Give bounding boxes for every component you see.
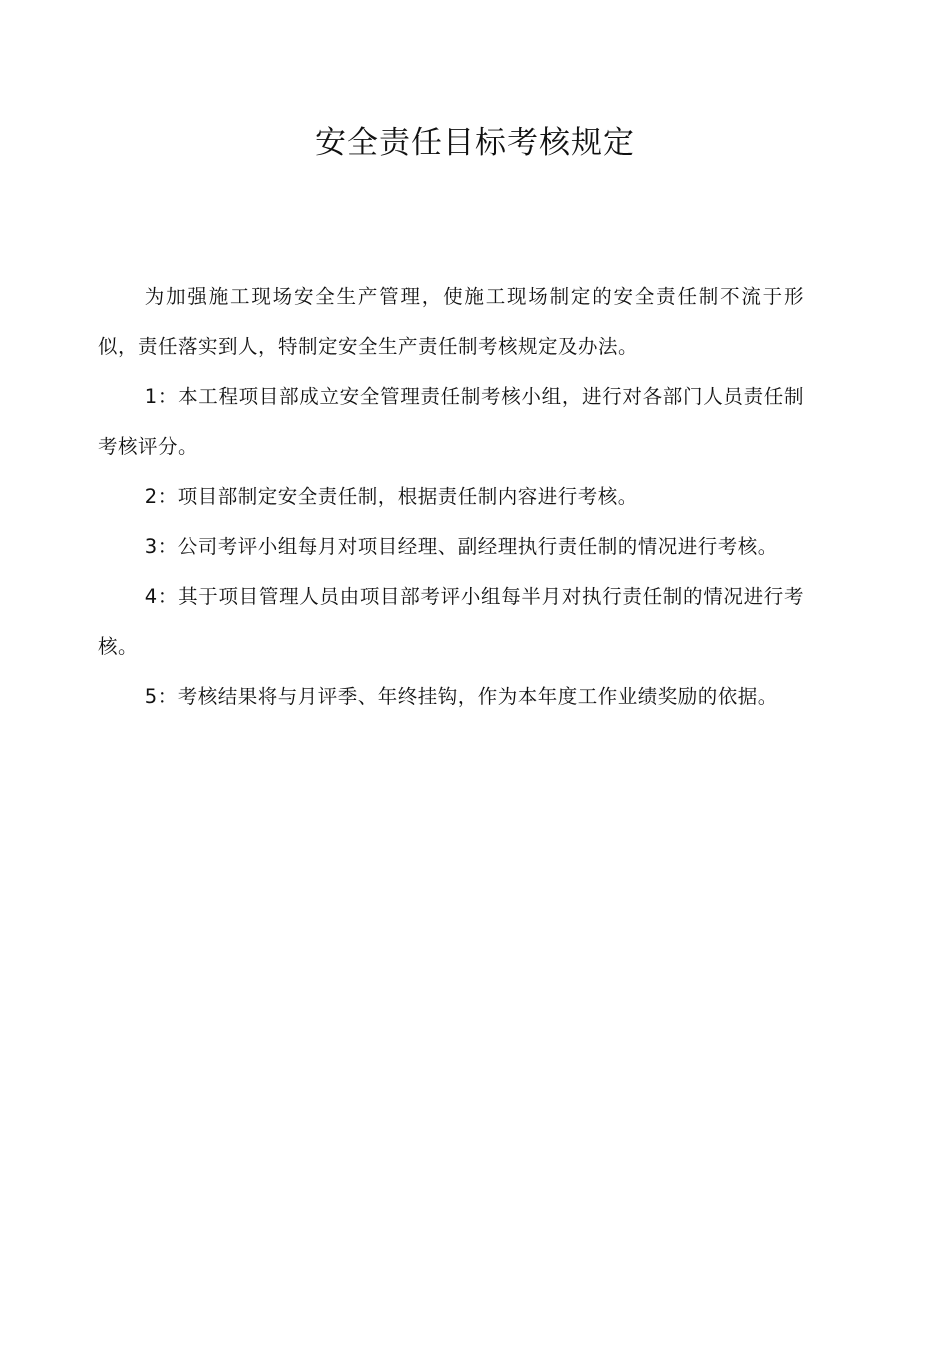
document-title: 安全责任目标考核规定 [315, 125, 635, 161]
clause-3: 3：公司考评小组每月对项目经理、副经理执行责任制的情况进行考核。 [144, 535, 778, 558]
clause-5: 5：考核结果将与月评季、年终挂钩，作为本年度工作业绩奖励的依据。 [144, 685, 778, 708]
clause-2: 2：项目部制定安全责任制，根据责任制内容进行考核。 [144, 485, 638, 508]
clause-4: 4：其于项目管理人员由项目部考评小组每半月对执行责任制的情况进行考核。 [98, 585, 804, 658]
document-body [98, 272, 804, 722]
intro-paragraph: 为加强施工现场安全生产管理，使施工现场制定的安全责任制不流于形似，责任落实到人，特制定安全生产责任制考核规定及办法。 [98, 285, 804, 358]
clause-1: 1：本工程项目部成立安全管理责任制考核小组，进行对各部门人员责任制考核评分。 [98, 385, 804, 458]
